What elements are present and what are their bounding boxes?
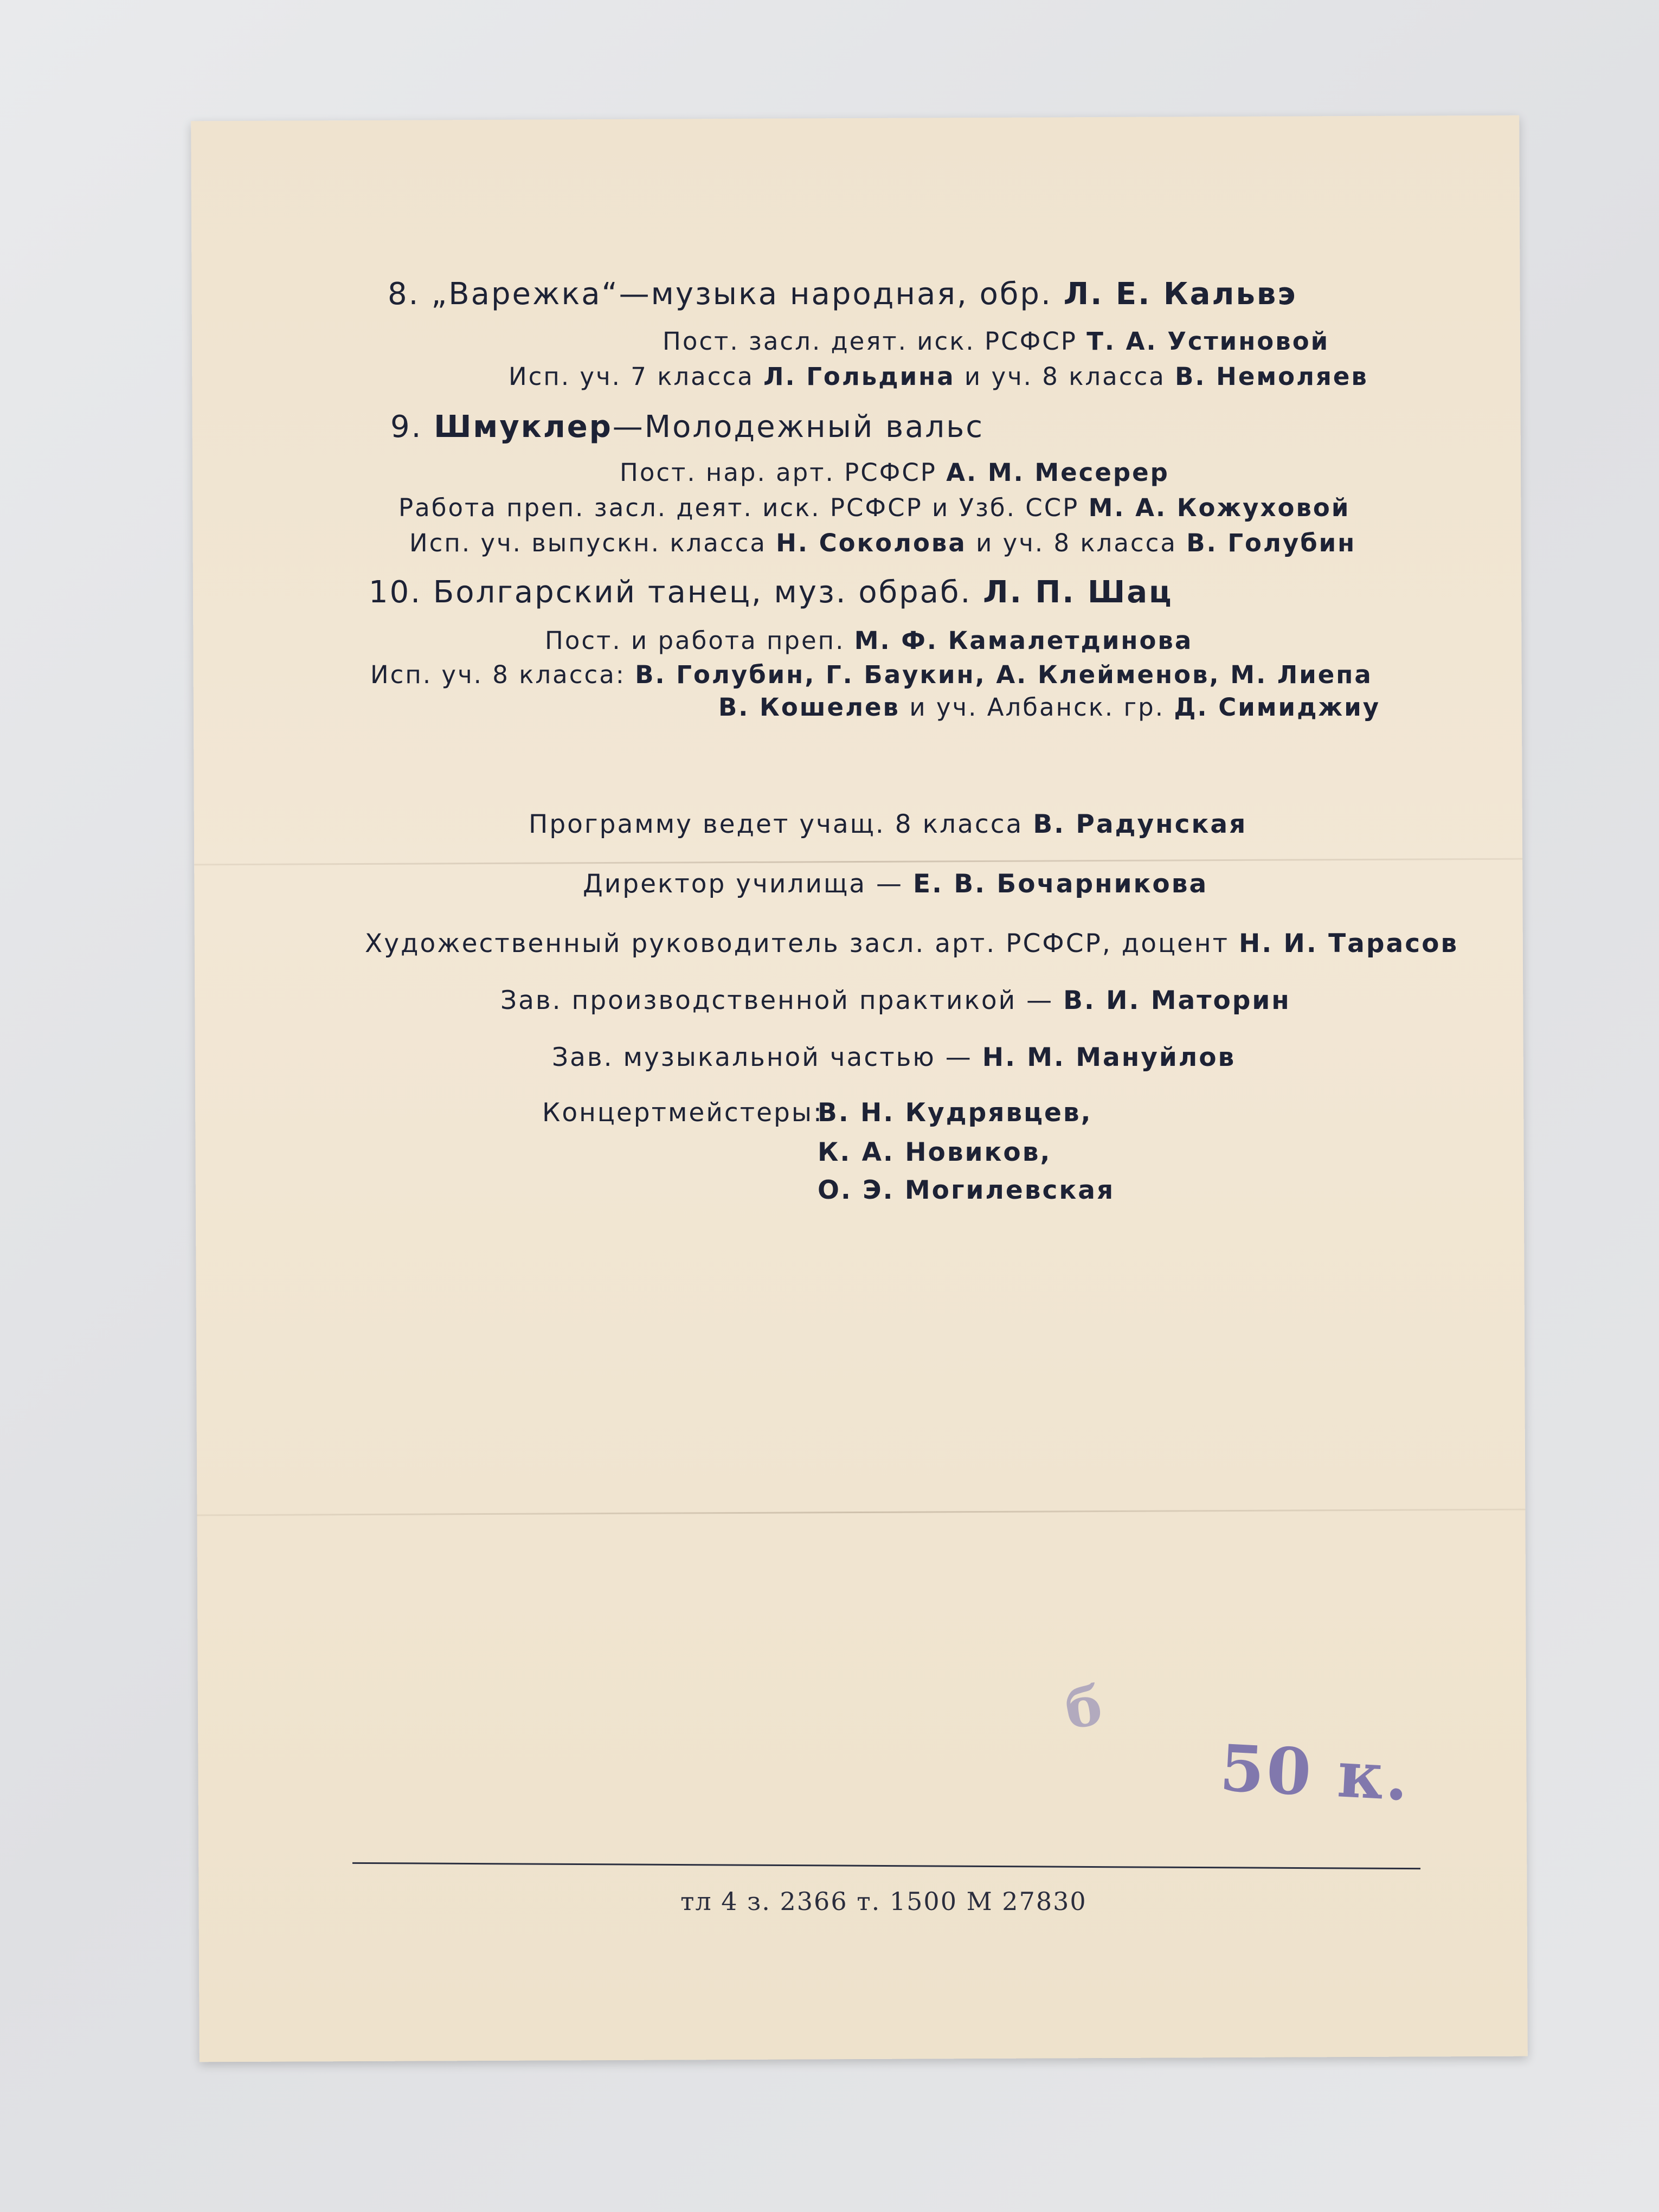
fold-crease (197, 1509, 1525, 1516)
stamp-mark: б (1061, 1673, 1106, 1742)
performers-label: Исп. уч. выпускн. класса (409, 529, 767, 557)
item-9-coach (398, 493, 1350, 522)
item-8-performers (509, 362, 1368, 391)
price-stamp: 50 к. (1218, 1729, 1412, 1816)
staging-label: Пост. засл. деят. иск. РСФСР (663, 327, 1077, 356)
credit-label: Зав. производственной практикой — (500, 986, 1054, 1015)
item-number: 8. (388, 276, 420, 312)
item-9-performers (409, 529, 1356, 557)
item-title: —Молодежный вальс (612, 409, 984, 445)
item-10-title (369, 575, 1173, 610)
choreographer-name: А. М. Месерер (946, 458, 1169, 487)
accompanist-name (818, 1137, 1051, 1167)
item-10-performers (370, 660, 1373, 689)
credit-practice-head (500, 986, 1291, 1015)
credit-director (583, 869, 1208, 899)
performer-name: Д. Симиджиу (1174, 693, 1381, 722)
item-title: „Варежка“—музыка народная, обр. (431, 276, 1052, 312)
accompanists-label-text: Концертмейстеры: (542, 1098, 824, 1128)
item-8-title (388, 276, 1297, 312)
item-9-title (390, 409, 984, 445)
staging-label: Пост. нар. арт. РСФСР (620, 458, 937, 487)
coach-label: Работа преп. засл. деят. иск. РСФСР и Узб. ССР (398, 493, 1079, 522)
choreographer-name: М. Ф. Камалетдинова (854, 626, 1193, 655)
performer-name: В. Кошелев (718, 693, 901, 722)
credit-label: Директор училища — (583, 869, 904, 899)
accompanist-name-text: О. Э. Могилевская (818, 1175, 1115, 1205)
arranger-name: Л. П. Шац (983, 575, 1173, 610)
accompanist-name-text: К. А. Новиков, (818, 1137, 1052, 1167)
accompanist-name (818, 1098, 1092, 1128)
credit-name: В. И. Маторин (1063, 986, 1291, 1015)
coach-name: М. А. Кожуховой (1088, 493, 1351, 522)
performer-name: Л. Гольдина (763, 362, 955, 391)
item-10-staging (545, 626, 1193, 655)
performers-label: и уч. Албанск. гр. (909, 693, 1165, 722)
performer-name: В. Немоляев (1175, 362, 1368, 391)
credit-name: Н. И. Тарасов (1239, 929, 1459, 959)
performers-label: и уч. 8 класса (964, 362, 1166, 391)
credit-music-head (552, 1043, 1236, 1072)
imprint-line: тл 4 з. 2366 т. 1500 М 27830 (680, 1887, 1087, 1916)
accompanist-name-text: В. Н. Кудрявцев, (818, 1098, 1092, 1128)
item-title: Болгарский танец, муз. обраб. (433, 575, 972, 610)
performer-names: В. Голубин, Г. Баукин, А. Клейменов, М. Лиепа (635, 660, 1373, 689)
credit-label: Художественный руководитель засл. арт. РСФСР, доцент (365, 929, 1230, 959)
composer-name: Шмуклер (434, 409, 613, 445)
arranger-name: Л. Е. Кальвэ (1063, 276, 1297, 312)
item-number: 9. (390, 409, 423, 445)
item-9-staging (620, 458, 1169, 487)
item-8-staging (663, 327, 1329, 356)
performer-name: Н. Соколова (776, 529, 967, 557)
credit-label: Программу ведет учащ. 8 класса (529, 809, 1024, 839)
credit-label: Зав. музыкальной частью — (552, 1043, 973, 1072)
performers-label: и уч. 8 класса (976, 529, 1177, 557)
performers-label: Исп. уч. 8 класса: (370, 660, 626, 689)
credit-name: Е. В. Бочарникова (913, 869, 1208, 899)
item-10-performers-cont (718, 693, 1380, 722)
staging-label: Пост. и работа преп. (545, 626, 845, 655)
credit-name: В. Радунская (1033, 809, 1248, 839)
credit-host (529, 809, 1247, 839)
fold-crease (194, 858, 1522, 866)
accompanists-label (542, 1098, 824, 1128)
accompanist-name (818, 1175, 1115, 1205)
credit-artistic-director (365, 929, 1458, 959)
performers-label: Исп. уч. 7 класса (509, 362, 754, 391)
item-number: 10. (369, 575, 422, 610)
choreographer-name: Т. А. Устиновой (1086, 327, 1330, 356)
performer-name: В. Голубин (1186, 529, 1356, 557)
credit-name: Н. М. Мануйлов (982, 1043, 1236, 1072)
